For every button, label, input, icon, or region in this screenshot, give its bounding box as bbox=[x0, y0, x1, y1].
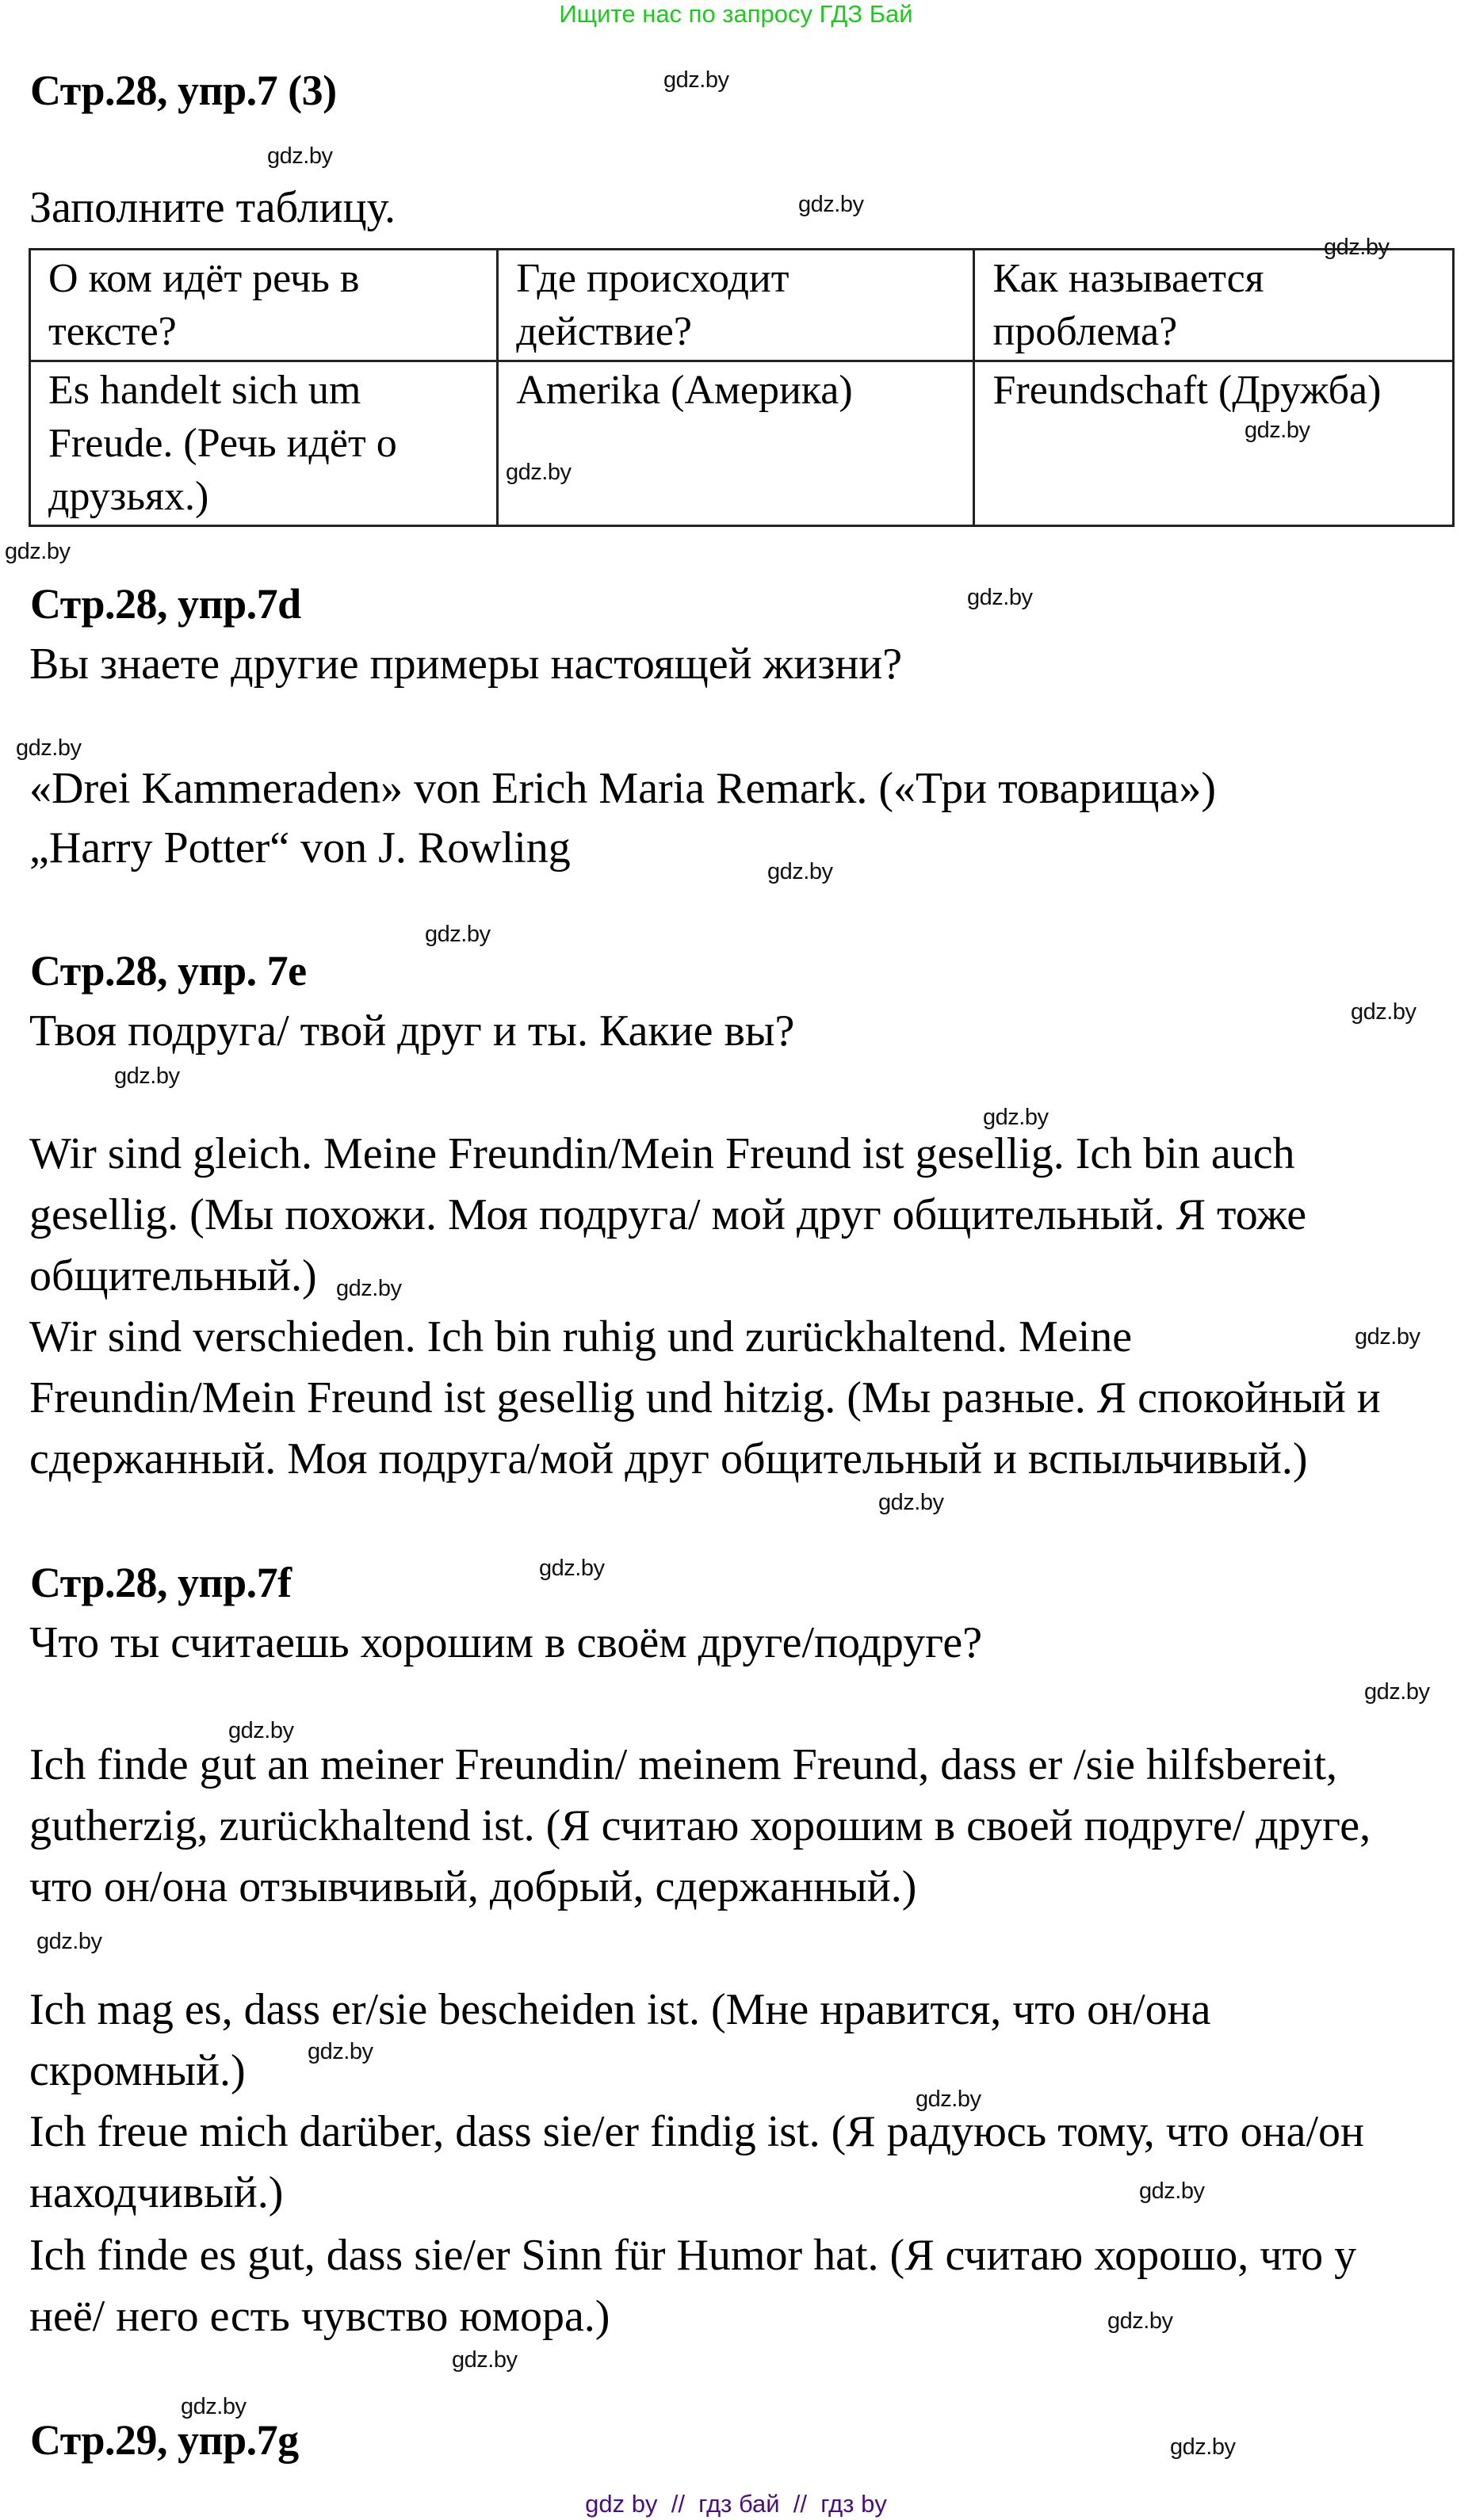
watermark: gdz.by bbox=[1355, 1324, 1420, 1350]
table-cell-problem bbox=[974, 361, 1454, 526]
task-text-7e bbox=[29, 1001, 794, 1062]
table-header-row bbox=[30, 250, 1454, 361]
cell-text: Freude. (Речь идёт о bbox=[48, 421, 397, 466]
table-header-cell-problem bbox=[974, 250, 1454, 361]
watermark: gdz.by bbox=[1364, 1679, 1430, 1705]
task-line: Вы знаете другие примеры настоящей жизни? bbox=[29, 640, 903, 689]
promo-banner-top[interactable]: Ищите нас по запросу ГДЗ Бай bbox=[559, 0, 913, 28]
watermark: gdz.by bbox=[36, 1929, 102, 1954]
task-text-7d bbox=[29, 634, 902, 695]
watermark: gdz.by bbox=[181, 2394, 247, 2419]
table-header-cell-who bbox=[30, 250, 498, 361]
answer-paragraph bbox=[29, 1735, 1371, 1918]
answer-line: gutherzig, zurückhaltend ist. (Я считаю хорошим в своей подруге/ друге, bbox=[29, 1801, 1371, 1850]
answer-table bbox=[29, 248, 1455, 527]
answer-line: скромный.) bbox=[29, 2046, 246, 2095]
cell-text: О ком идёт речь в bbox=[48, 256, 360, 301]
answer-line: gesellig. (Мы похожи. Моя подруга/ мой друг общительный. Я тоже bbox=[29, 1190, 1307, 1239]
task-text-7f bbox=[29, 1613, 982, 1674]
table-header-cell-where bbox=[498, 250, 974, 361]
watermark: gdz.by bbox=[1351, 999, 1417, 1025]
watermark: gdz.by bbox=[767, 859, 833, 884]
cell-text: проблема? bbox=[992, 309, 1178, 354]
cell-text: друзьях.) bbox=[48, 474, 209, 519]
watermark: gdz.by bbox=[114, 1063, 180, 1089]
exercise-heading-7g: Стр.29, упр.7g bbox=[30, 2416, 299, 2464]
watermark: gdz.by bbox=[452, 2347, 518, 2373]
answer-line: Ich finde gut an meiner Freundin/ meinem Freund, dass er /sie hilfsbereit, bbox=[29, 1740, 1338, 1789]
watermark: gdz.by bbox=[663, 67, 729, 93]
watermark: gdz.by bbox=[916, 2087, 981, 2112]
watermark: gdz.by bbox=[308, 2039, 373, 2064]
table-cell-where bbox=[498, 361, 974, 526]
watermark: gdz.by bbox=[1107, 2308, 1173, 2334]
cell-text: Es handelt sich um bbox=[48, 368, 361, 413]
exercise-heading-7-3: Стр.28, упр.7 (3) bbox=[30, 67, 337, 114]
watermark: gdz.by bbox=[983, 1105, 1049, 1130]
answer-line: Wir sind gleich. Meine Freundin/Mein Freund ist gesellig. Ich bin auch bbox=[29, 1129, 1295, 1178]
cell-text: Как называется bbox=[992, 256, 1264, 301]
cell-text: тексте? bbox=[48, 309, 177, 354]
answer-line: находчивый.) bbox=[29, 2168, 284, 2217]
cell-text: Freundschaft (Дружба) bbox=[992, 368, 1382, 413]
answer-line: «Drei Kammeraden» von Erich Maria Remark. («Три товарища») bbox=[29, 764, 1216, 813]
answer-paragraph bbox=[29, 1980, 1210, 2102]
watermark: gdz.by bbox=[267, 143, 333, 169]
cell-text: Amerika (Америка) bbox=[516, 368, 853, 413]
watermark: gdz.by bbox=[967, 585, 1033, 610]
watermark: gdz.by bbox=[1139, 2178, 1205, 2204]
watermark: gdz.by bbox=[16, 735, 82, 761]
watermark: gdz.by bbox=[878, 1490, 944, 1515]
table-cell-who bbox=[30, 361, 498, 526]
task-line: Что ты считаешь хорошим в своём друге/подруге? bbox=[29, 1618, 983, 1667]
watermark: gdz.by bbox=[539, 1556, 605, 1581]
cell-text: действие? bbox=[516, 309, 692, 354]
answer-line: Ich freue mich darüber, dass sie/er findig ist. (Я радуюсь тому, что она/он bbox=[29, 2107, 1364, 2156]
answer-line: „Harry Potter“ von J. Rowling bbox=[29, 823, 571, 872]
watermark: gdz.by bbox=[506, 460, 572, 485]
answer-paragraph bbox=[29, 1307, 1381, 1490]
task-text-fill-table bbox=[29, 178, 396, 239]
answer-line: Wir sind verschieden. Ich bin ruhig und zurückhaltend. Meine bbox=[29, 1312, 1133, 1361]
exercise-heading-7d: Стр.28, упр.7d bbox=[30, 580, 301, 628]
answer-line: что он/она отзывчивый, добрый, сдержанный.) bbox=[29, 1862, 917, 1911]
answer-paragraph bbox=[29, 818, 571, 879]
cell-text: Где происходит bbox=[516, 256, 790, 301]
watermark: gdz.by bbox=[1245, 418, 1310, 443]
answer-line: общительный.) bbox=[29, 1251, 317, 1300]
exercise-heading-7f: Стр.28, упр.7f bbox=[30, 1559, 292, 1606]
promo-links-bottom[interactable]: gdz by // гдз бай // гдз by bbox=[585, 2490, 887, 2518]
task-line: Твоя подруга/ твой друг и ты. Какие вы? bbox=[29, 1006, 795, 1056]
watermark: gdz.by bbox=[425, 922, 491, 947]
answer-paragraph bbox=[29, 1124, 1306, 1307]
watermark: gdz.by bbox=[1170, 2434, 1236, 2460]
answer-paragraph bbox=[29, 758, 1216, 819]
exercise-heading-7e: Стр.28, упр. 7e bbox=[30, 947, 307, 995]
table-row bbox=[30, 361, 1454, 526]
answer-line: неё/ него есть чувство юмора.) bbox=[29, 2292, 610, 2341]
task-line: Заполните таблицу. bbox=[29, 183, 396, 232]
answer-line: Ich mag es, dass er/sie bescheiden ist. (Мне нравится, что он/она bbox=[29, 1985, 1211, 2034]
answer-line: Freundin/Mein Freund ist gesellig und hitzig. (Мы разные. Я спокойный и bbox=[29, 1373, 1381, 1422]
watermark: gdz.by bbox=[1324, 235, 1390, 260]
watermark: gdz.by bbox=[228, 1718, 294, 1743]
watermark: gdz.by bbox=[798, 192, 864, 217]
answer-line: сдержанный. Моя подруга/мой друг общительный и вспыльчивый.) bbox=[29, 1434, 1308, 1483]
answer-paragraph bbox=[29, 2102, 1364, 2224]
answer-line: Ich finde es gut, dass sie/er Sinn für Humor hat. (Я считаю хорошо, что у bbox=[29, 2231, 1357, 2280]
watermark: gdz.by bbox=[5, 539, 71, 564]
watermark: gdz.by bbox=[336, 1276, 402, 1301]
